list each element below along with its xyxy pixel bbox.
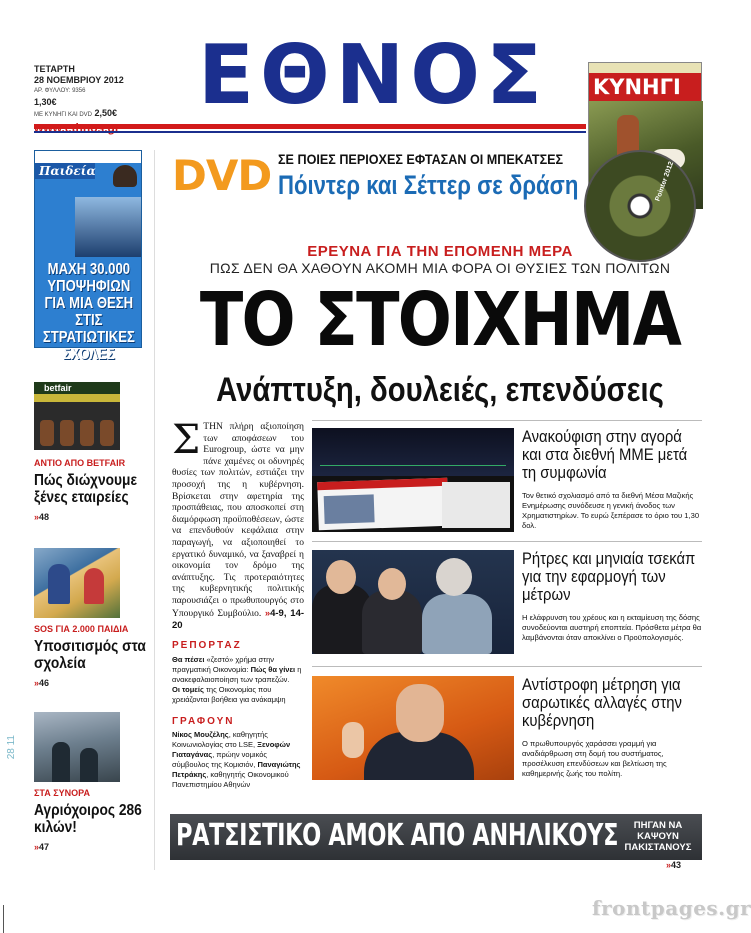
horse-figure <box>40 420 54 446</box>
main-headline[interactable]: ΤΟ ΣΤΟΙΧΗΜΑ <box>199 277 681 363</box>
issue-date: 28 ΝΟΕΜΒΡΙΟΥ 2012 <box>34 75 124 85</box>
cadets-photo <box>75 197 141 257</box>
reportage-text: Θα πέσει «ζεστό» χρήμα στην πραγματική Οικονομία: Πώς θα γίνει η ανακεφαλαιοποίηση των τραπεζών. Οι τομείς της Οικονομίας που χρειάζονται βοήθεια για ανάκαμψη <box>172 655 302 704</box>
banner-page-ref: »43 <box>666 860 682 870</box>
lead-page-arrow: » <box>264 607 271 619</box>
article-headline[interactable]: Αντίστροφη μέτρηση για σαρωτικές αλλαγές στην κυβέρνηση <box>522 676 682 730</box>
section-rule <box>312 420 702 421</box>
article-summary: Η ελάφρυνση του χρέους και η εκταμίευση της δόσης συνοδεύονται αυστηρή εποπτεία. Πρόσθετα μέτρα θα λαμβάνονται όταν αποκλίνει ο Προϋπολογισμός. <box>522 613 702 642</box>
dvd-disc-label: Pointer 2012 <box>654 160 676 203</box>
lead-article-body <box>172 417 305 633</box>
newspaper-clipping <box>442 482 510 528</box>
teaser-label: ΣΤΑ ΣΥΝΟΡΑ <box>34 788 90 798</box>
person-figure <box>80 748 98 782</box>
dvd-promo-kicker: ΣΕ ΠΟΙΕΣ ΠΕΡΙΟΧΕΣ ΕΦΤΑΣΑΝ ΟΙ ΜΠΕΚΑΤΣΕΣ <box>278 151 564 167</box>
schoolchildren-photo <box>34 548 120 618</box>
supplement-header-strip <box>35 151 141 163</box>
writers-text: Νίκος Μουζέλης, καθηγητής Κοινωνιολογίας στο LSE, Ξενοφών Γιαταγάνας, πρώην νομικός σύμβουλος της Κομισιόν, Παναγιώτης Πετράκης, καθηγητής Οικονομικού Πανεπιστημίου Αθηνών <box>172 730 301 789</box>
stock-ticker-line <box>320 440 506 466</box>
horse-figure <box>100 420 114 446</box>
lead-kicker: ΕΡΕΥΝΑ ΓΙΑ ΤΗΝ ΕΠΟΜΕΝΗ ΜΕΡΑ <box>307 243 573 260</box>
price-combo-label: ΜΕ ΚΥΝΗΓΙ ΚΑΙ DVD <box>34 112 92 118</box>
masthead-red-rule <box>34 124 586 129</box>
source-watermark: frontpages.gr <box>592 896 751 920</box>
raised-finger <box>342 722 364 758</box>
margin-rule <box>3 905 4 933</box>
child-figure <box>48 564 70 604</box>
face-shape <box>396 684 444 742</box>
section-rule <box>312 541 702 542</box>
supplement-headline: ΜΑΧΗ 30.000 ΥΠΟΨΗΦΙΩΝ ΓΙΑ ΜΙΑ ΘΕΣΗ ΣΤΙΣ ΣΤΡΑΤΙΩΤΙΚΕΣ ΣΧΟΛΕΣ <box>42 261 135 363</box>
date-stamp: 28 11 <box>6 735 17 760</box>
reportage-heading: ΡΕΠΟΡΤΑΖ <box>172 640 242 651</box>
main-subheadline: Ανάπτυξη, δουλειές, επενδύσεις <box>216 371 664 409</box>
issue-price: 1,30€ <box>34 97 57 107</box>
banner-headline: ΡΑΤΣΙΣΤΙΚΟ ΑΜΟΚ ΑΠΟ ΑΝΗΛΙΚΟΥΣ <box>176 818 619 853</box>
article-headline[interactable]: Ανακούφιση στην αγορά και στα διεθνή ΜΜΕ μετά τη συμφωνία <box>522 428 688 482</box>
betfair-logo: betfair <box>44 383 72 393</box>
market-screens-photo <box>312 428 514 532</box>
lead-subkicker: ΠΩΣ ΔΕΝ ΘΑ ΧΑΘΟΥΝ ΑΚΟΜΗ ΜΙΑ ΦΟΡΑ ΟΙ ΘΥΣΙΕΣ ΤΩΝ ΠΟΛΙΤΩΝ <box>209 260 671 276</box>
stock-screen <box>312 428 514 476</box>
price-combo: 2,50€ <box>94 108 118 118</box>
article-headline[interactable]: Ρήτρες και μηνιαία τσεκάπ για την εφαρμογή των μέτρων <box>522 550 696 604</box>
bottom-banner[interactable] <box>170 814 702 860</box>
teaser-headline[interactable]: Υποσιτισμός στα σχολεία <box>34 638 146 672</box>
drop-cap: Σ <box>172 417 201 463</box>
eurogroup-meeting-photo <box>312 550 514 654</box>
teaser-page-ref: »47 <box>34 842 50 852</box>
magazine-top-strip <box>589 63 701 73</box>
supplement-brand: Παιδεία <box>35 163 95 179</box>
lead-text: ΤΗΝ πλήρη αξιοποίηση των αποφάσεων του Eurogroup, ώστε να μην πάνε χαμένες οι οδυνηρές θυσίες των πολιτών, εστιάζει την προσοχή της η κυβέρνηση. Βρίσκεται στην αφετηρία της προσπάθειας, που αποσκοπεί στη διαμόρφωση προϋποθέσεων, ώστε να επενδυθούν κεφάλαια στην παραγωγή, να αξιοποιηθεί το εργατικό δυναμικό, να ξαναβρεί η οικονομία τον δρόμο της ανάπτυξης. Τις προτεραιότητες της κυβερνητικής πολιτικής παρουσιάζει ο πρωθυπουργός στο Υπουργικό Συμβούλιο. <box>172 422 304 619</box>
child-figure <box>84 568 104 604</box>
magazine-title: ΚΥΝΗΓΙ <box>589 73 701 101</box>
masthead-blue-rule <box>34 131 586 133</box>
teaser-page-ref: »48 <box>34 512 50 522</box>
article-summary: Ο πρωθυπουργός χαράσσει γραμμή για αναδιάρθρωση στη δομή του συστήματος, προσέλκυση επενδύσεων και βελτίωση της καθημερινής ζωής του πολίτη. <box>522 739 667 778</box>
newspaper-logo: ΕΘΝΟΣ <box>197 28 549 123</box>
section-rule <box>312 666 702 667</box>
prime-minister-photo <box>312 676 514 780</box>
teaser-headline[interactable]: Πώς διώχνουμε ξένες εταιρείες <box>34 472 137 506</box>
teaser-page-ref: »46 <box>34 678 50 688</box>
teaser-label: ΑΝΤΙΟ ΑΠΟ BETFAIR <box>34 458 126 468</box>
writers-heading: ΓΡΑΦΟΥΝ <box>172 716 235 727</box>
issue-day: ΤΕΤΑΡΤΗ <box>34 64 75 74</box>
person-figure <box>52 742 70 782</box>
article-summary: Τον θετικό σχολιασμό από τα διεθνή Μέσα Μαζικής Ενημέρωσης συνόδευσε η γενική άνοδος των Χρηματιστηρίων. Το ευρώ ξεπέρασε το όριο του 1,30 δολ. <box>522 491 700 530</box>
betfair-photo <box>34 382 120 450</box>
horse-figure <box>60 420 74 446</box>
column-divider <box>154 150 155 870</box>
newspaper-clipping <box>317 478 449 531</box>
wild-boar-photo <box>34 712 120 782</box>
issue-number: ΑΡ. ΦΥΛΛΟΥ: 9356 <box>34 88 86 94</box>
paideia-supplement-cover <box>34 150 142 363</box>
teaser-label: SOS ΓΙΑ 2.000 ΠΑΙΔΙΑ <box>34 624 129 634</box>
supplement-portrait <box>113 165 137 187</box>
banner-side-text: ΠΗΓΑΝ ΝΑ ΚΑΨΟΥΝ ΠΑΚΙΣΤΑΝΟΥΣ <box>624 820 692 853</box>
dvd-promo-title: Πόιντερ και Σέττερ σε δράση <box>278 170 579 200</box>
horse-figure <box>80 420 94 446</box>
lead-page-ref: 4-9, 14-20 <box>172 607 305 632</box>
teaser-headline[interactable]: Αγριόχοιρος 286 κιλών! <box>34 802 142 836</box>
dvd-label: DVD <box>172 151 272 200</box>
